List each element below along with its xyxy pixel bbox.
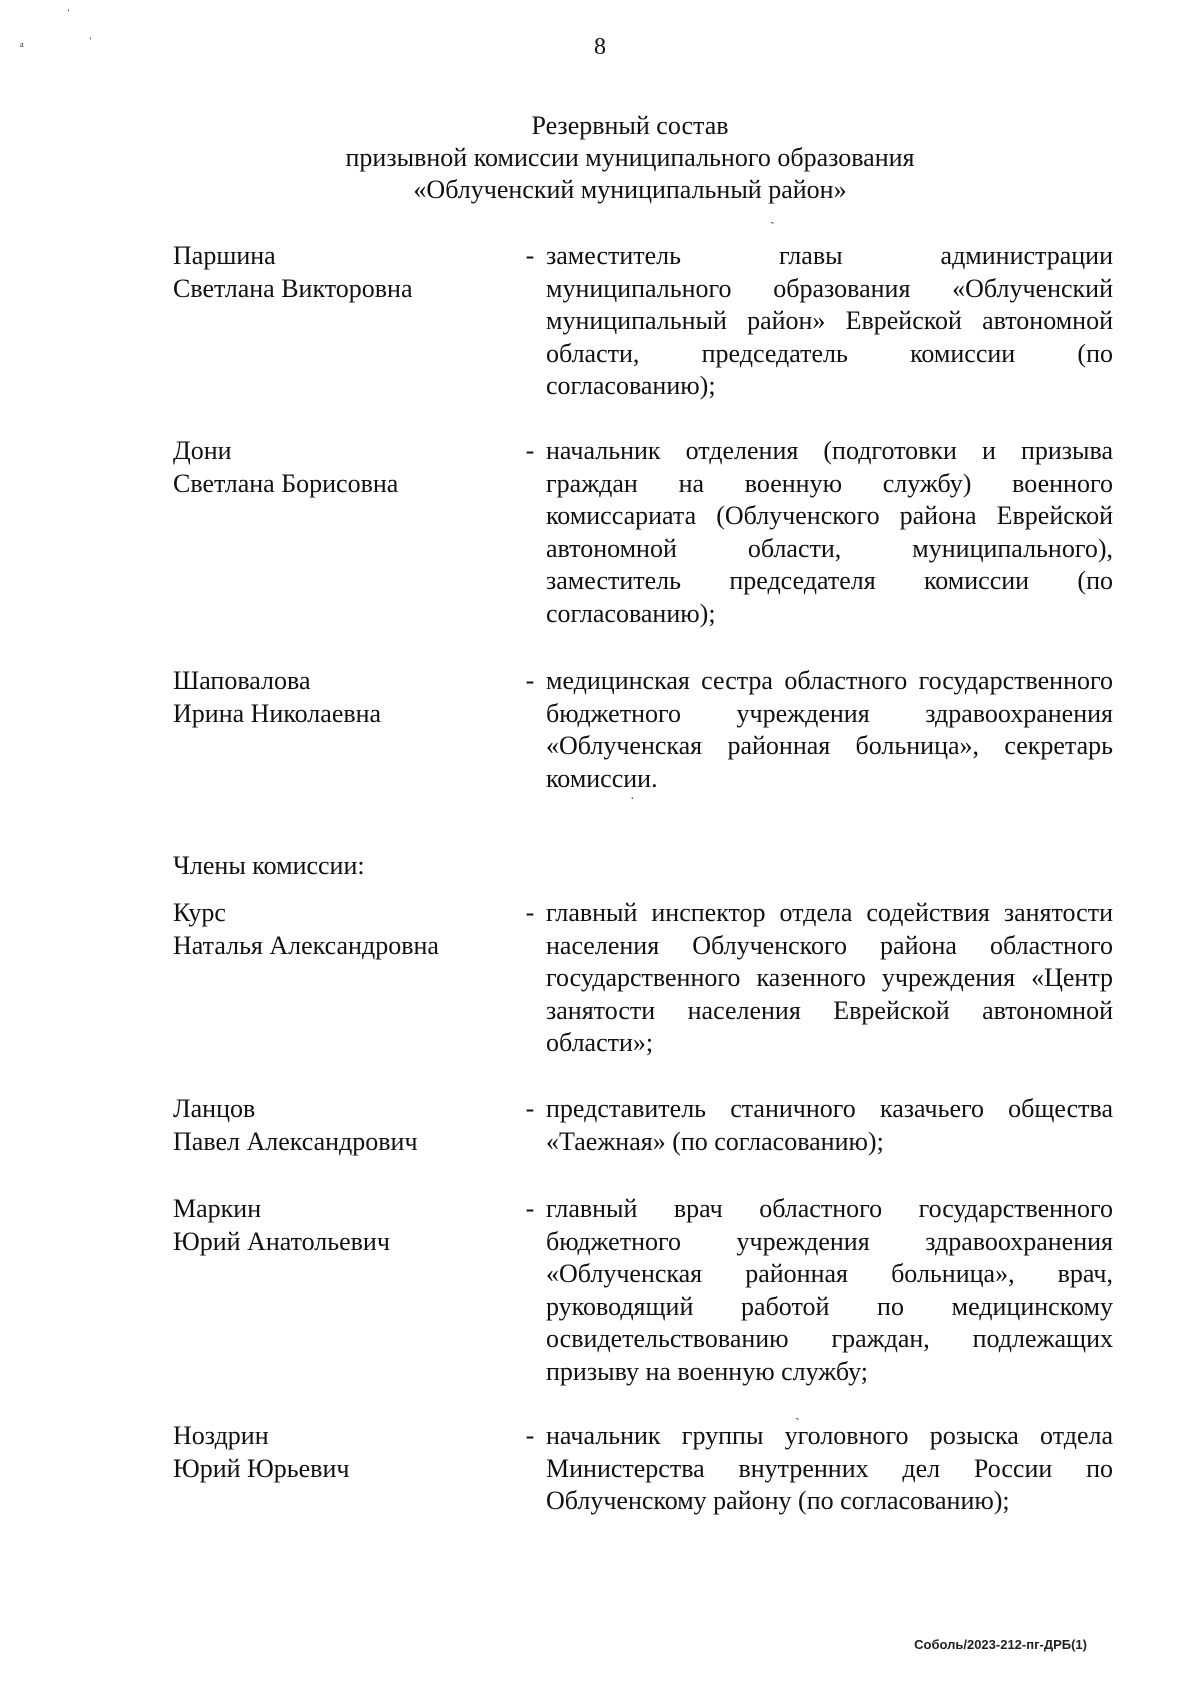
surname: Шаповалова bbox=[173, 666, 311, 695]
given-names: Светлана Викторовна bbox=[173, 273, 413, 303]
person-name bbox=[173, 240, 518, 305]
separator-dash: - bbox=[525, 1421, 535, 1450]
page-number: 8 bbox=[594, 34, 606, 60]
separator-dash: - bbox=[525, 1094, 535, 1123]
title-line-1: Резервный состав bbox=[531, 111, 729, 140]
person-name bbox=[173, 435, 518, 500]
separator-dash: - bbox=[525, 898, 535, 927]
given-names: Юрий Юрьевич bbox=[173, 1453, 350, 1483]
person-name bbox=[173, 1193, 518, 1258]
position-description: начальник группы уголовного розыска отдела Министерства внутренних дел России по Облученскому району (по согласованию); bbox=[546, 1421, 1113, 1516]
separator-dash: - bbox=[525, 241, 535, 270]
surname: Дони bbox=[173, 436, 232, 465]
title-line-2: призывной комиссии муниципального образования bbox=[345, 143, 915, 172]
person-name bbox=[173, 897, 518, 962]
separator-dash: - bbox=[525, 666, 535, 695]
title-line-3: «Облученский муниципальный район» bbox=[413, 175, 847, 204]
position-description: главный врач областного государственного бюджетного учреждения здравоохранения «Облученская районная больница», врач, руководящий работой по медицинскому освидетельствованию граждан, подлежащих призыву на военную службу; bbox=[546, 1194, 1113, 1386]
position-description: начальник отделения (подготовки и призыва граждан на военную службу) военного комиссариата (Облученского района Еврейской автономной области, муниципального), заместитель председателя комиссии (по согласованию); bbox=[546, 436, 1113, 628]
given-names: Ирина Николаевна bbox=[173, 698, 382, 728]
document-title bbox=[270, 110, 990, 206]
given-names: Юрий Анатольевич bbox=[173, 1226, 390, 1256]
person-name bbox=[173, 665, 518, 730]
person-name bbox=[173, 1420, 518, 1485]
separator-dash: - bbox=[525, 1194, 535, 1223]
position-description: медицинская сестра областного государственного бюджетного учреждения здравоохранения «Облученская районная больница», секретарь комиссии. bbox=[546, 666, 1113, 793]
position-description: главный инспектор отдела содействия занятости населения Облученского района областного государственного казенного учреждения «Центр занятости населения Еврейской автономной области»; bbox=[546, 898, 1113, 1058]
surname: Курс bbox=[173, 898, 226, 927]
given-names: Наталья Александровна bbox=[173, 930, 439, 960]
members-section-label: Члены комиссии: bbox=[173, 851, 365, 880]
person-name bbox=[173, 1093, 518, 1158]
surname: Ноздрин bbox=[173, 1421, 269, 1450]
given-names: Светлана Борисовна bbox=[173, 468, 399, 498]
given-names: Павел Александрович bbox=[173, 1126, 418, 1156]
document-reference-code: Соболь/2023-212-пг-ДРБ(1) bbox=[914, 1637, 1087, 1652]
position-description: заместитель главы администрации муниципального образования «Облученский муниципальный район» Еврейской автономной области, председатель комиссии (по согласованию); bbox=[546, 241, 1113, 401]
position-description: представитель станичного казачьего общества «Таежная» (по согласованию); bbox=[546, 1094, 1113, 1156]
surname: Ланцов bbox=[173, 1094, 256, 1123]
surname: Маркин bbox=[173, 1194, 262, 1223]
surname: Паршина bbox=[173, 241, 276, 270]
separator-dash: - bbox=[525, 436, 535, 465]
